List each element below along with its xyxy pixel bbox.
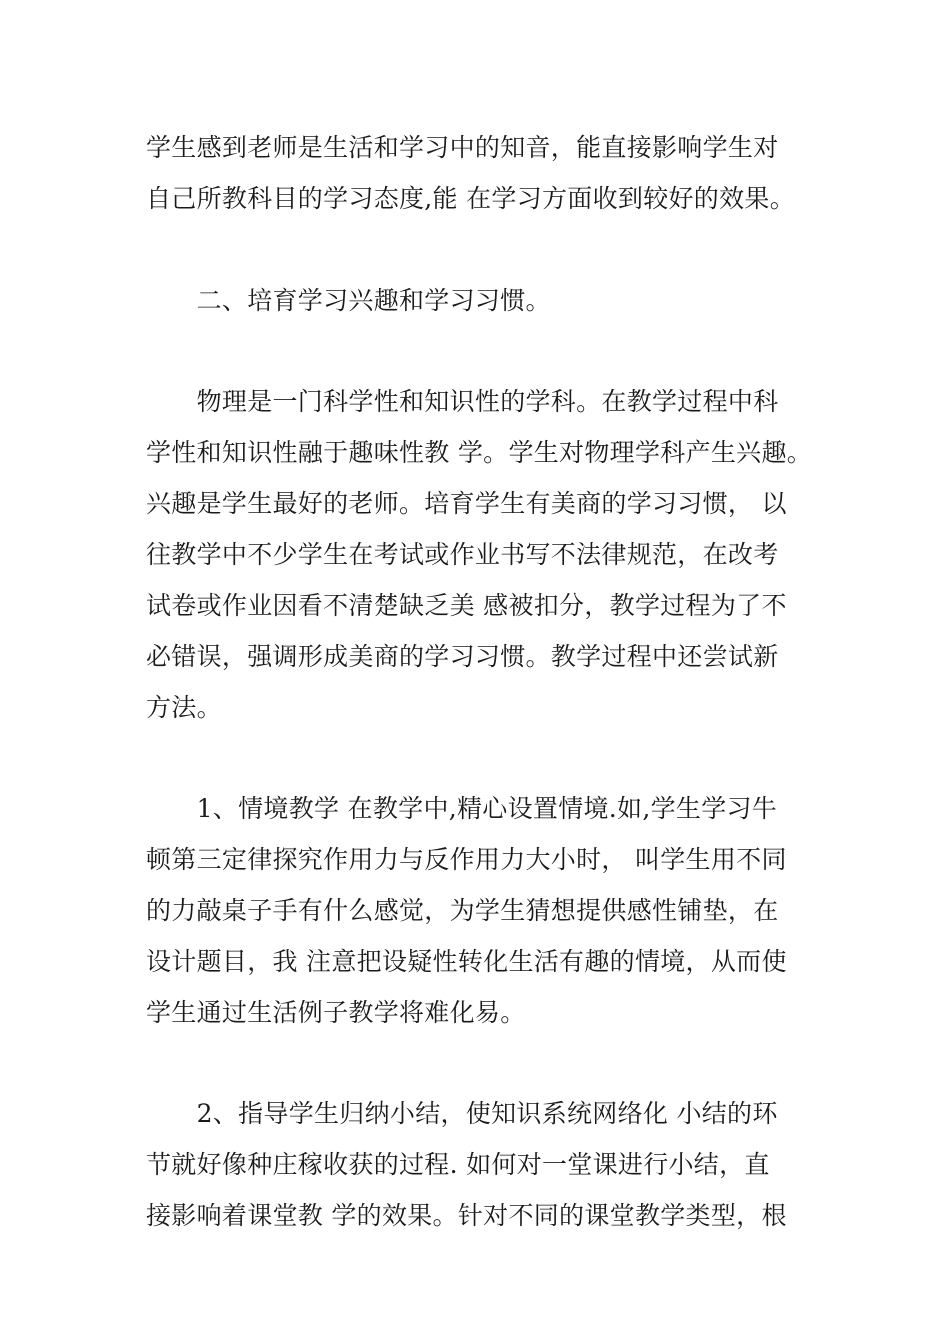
text-line: 物理是一门科学性和知识性的学科。在教学过程中科 bbox=[146, 387, 779, 416]
text-line: 设计题目，我 注意把设疑性转化生活有趣的情境，从而使 bbox=[146, 947, 787, 976]
text-line: 1、情境教学 在教学中,精心设置情境.如,学生学习牛 bbox=[146, 794, 778, 823]
text-line: 往教学中不少学生在考试或作业书写不法律规范，在改考 bbox=[146, 540, 779, 569]
text-line: 必错误，强调形成美商的学习习惯。教学过程中还尝试新 bbox=[146, 642, 779, 671]
section-heading: 二、培育学习兴趣和学习习惯。 bbox=[146, 286, 551, 315]
text-line: 方法。 bbox=[146, 693, 222, 722]
text-line: 自己所教科目的学习态度,能 在学习方面收到较好的效果。 bbox=[146, 184, 795, 213]
text-line: 节就好像种庄稼收获的过程. 如何对一堂课进行小结，直 bbox=[146, 1150, 770, 1179]
text-line: 接影响着课堂教 学的效果。针对不同的课堂教学类型，根 bbox=[146, 1201, 787, 1230]
text-line: 学生感到老师是生活和学习中的知音，能直接影响学生对 bbox=[146, 133, 779, 162]
text-line: 2、指导学生归纳小结，使知识系统网络化 小结的环 bbox=[146, 1099, 778, 1128]
text-line: 兴趣是学生最好的老师。培育学生有美商的学习习惯， 以 bbox=[146, 489, 787, 518]
text-line: 学生通过生活例子教学将难化易。 bbox=[146, 998, 526, 1027]
text-line: 的力敲桌子手有什么感觉，为学生猜想提供感性铺垫，在 bbox=[146, 896, 779, 925]
text-line: 试卷或作业因看不清楚缺乏美 感被扣分，教学过程为了不 bbox=[146, 591, 787, 620]
text-line: 学性和知识性融于趣味性教 学。学生对物理学科产生兴趣。 bbox=[146, 438, 813, 467]
text-line: 顿第三定律探究作用力与反作用力大小时， 叫学生用不同 bbox=[146, 845, 787, 874]
